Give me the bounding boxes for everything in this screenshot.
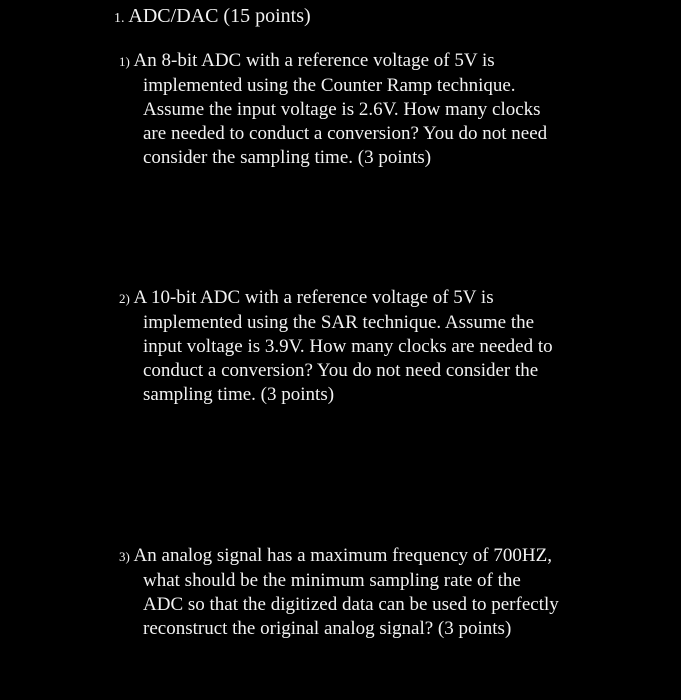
question-line: ADC so that the digitized data can be used to perfectly [143, 594, 559, 615]
question-line: reconstruct the original analog signal? (3 points) [143, 618, 512, 639]
question-line: what should be the minimum sampling rate of the [143, 570, 521, 591]
question-line: Assume the input voltage is 2.6V. How many clocks [143, 99, 541, 120]
question-line [119, 286, 589, 311]
question-text: An 8-bit ADC with a reference voltage of 5V is [133, 50, 495, 71]
question-text: An analog signal has a maximum frequency of 700HZ, [133, 545, 552, 566]
section-title: ADC/DAC (15 points) [128, 5, 311, 27]
question-number: 2) [119, 291, 130, 306]
question-line: are needed to conduct a conversion? You do not need [143, 123, 548, 144]
question-line: input voltage is 3.9V. How many clocks are needed to [143, 336, 553, 357]
question-number: 1) [119, 54, 130, 69]
question-line: implemented using the SAR technique. Assume the [143, 312, 535, 333]
question-text: A 10-bit ADC with a reference voltage of 5V is [133, 287, 494, 308]
question-line: sampling time. (3 points) [143, 384, 335, 405]
question-line: conduct a conversion? You do not need consider the [143, 360, 539, 381]
section-number: 1. [114, 11, 125, 26]
question-3 [119, 544, 589, 641]
question-line [119, 49, 589, 74]
question-1 [119, 49, 589, 170]
question-line: implemented using the Counter Ramp technique. [143, 75, 516, 96]
question-line [119, 544, 589, 569]
question-line: consider the sampling time. (3 points) [143, 147, 432, 168]
question-number: 3) [119, 549, 130, 564]
section-heading [114, 4, 311, 31]
question-2 [119, 286, 589, 407]
